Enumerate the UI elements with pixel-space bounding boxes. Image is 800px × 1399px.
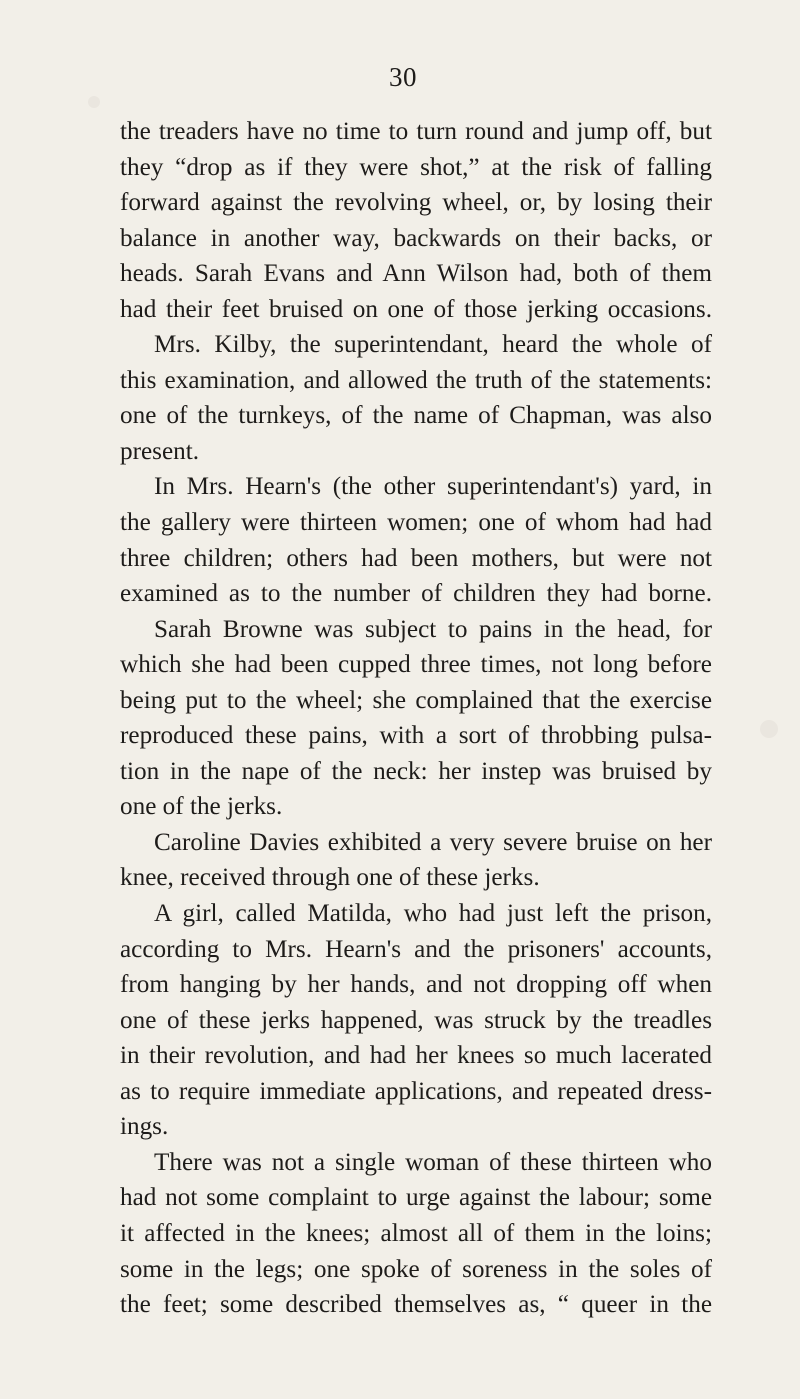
- text-line: A girl, called Matilda, who had just left the prison,: [154, 900, 712, 928]
- text-line: Caroline Davies exhibited a very severe bruise on her: [154, 828, 712, 856]
- text-line: tion in the nape of the neck: her instep was bruised by: [120, 757, 712, 785]
- text-line: this examination, and allowed the truth of the statements:: [120, 366, 712, 394]
- text-line: ings.: [120, 1113, 169, 1141]
- text-line: knee, received through one of these jerks.: [120, 864, 540, 892]
- text-line: had not some complaint to urge against the labour; some: [120, 1184, 712, 1212]
- text-line: it affected in the knees; almost all of them in the loins;: [120, 1219, 712, 1247]
- text-line: one of these jerks happened, was struck by the treadles: [120, 1006, 712, 1034]
- text-line: the gallery were thirteen women; one of whom had had: [120, 509, 712, 537]
- page-number: 30: [389, 62, 417, 92]
- text-line: the treaders have no time to turn round and jump off, but: [120, 118, 712, 145]
- text-line: according to Mrs. Hearn's and the prisoners' accounts,: [120, 935, 712, 963]
- text-line: Mrs. Kilby, the superintendant, heard the whole of: [154, 331, 712, 359]
- text-line: There was not a single woman of these thirteen who: [154, 1148, 712, 1176]
- text-line: heads. Sarah Evans and Ann Wilson had, both of them: [120, 260, 712, 288]
- paper-spot: [88, 96, 100, 108]
- text-line: had their feet bruised on one of those jerking occasions.: [120, 295, 712, 323]
- text-line: being put to the wheel; she complained that the exercise: [120, 686, 712, 714]
- text-line: one of the jerks.: [120, 793, 283, 821]
- text-line: Sarah Browne was subject to pains in the head, for: [154, 615, 712, 643]
- text-line: balance in another way, backwards on their backs, or: [120, 224, 712, 252]
- text-line: they “drop as if they were shot,” at the risk of falling: [120, 153, 712, 181]
- text-line: examined as to the number of children they had borne.: [120, 580, 712, 608]
- paper-spot: [760, 720, 778, 738]
- text-line: from hanging by her hands, and not dropping off when: [120, 971, 712, 999]
- text-line: some in the legs; one spoke of soreness in the soles of: [120, 1255, 712, 1283]
- body-text: [120, 114, 712, 1323]
- text-line: which she had been cupped three times, not long before: [120, 651, 712, 679]
- text-line: In Mrs. Hearn's (the other superintendant's) yard, in: [154, 473, 712, 501]
- text-line: the feet; some described themselves as, “ queer in the: [120, 1291, 712, 1319]
- text-line: forward against the revolving wheel, or, by losing their: [120, 189, 712, 217]
- text-line: as to require immediate applications, and repeated dress-: [120, 1077, 712, 1105]
- text-line: present.: [120, 437, 200, 465]
- text-line: reproduced these pains, with a sort of throbbing pulsa-: [120, 722, 712, 750]
- text-line: three children; others had been mothers, but were not: [120, 544, 712, 572]
- text-line: in their revolution, and had her knees so much lacerated: [120, 1042, 712, 1070]
- text-line: one of the turnkeys, of the name of Chapman, was also: [120, 402, 712, 430]
